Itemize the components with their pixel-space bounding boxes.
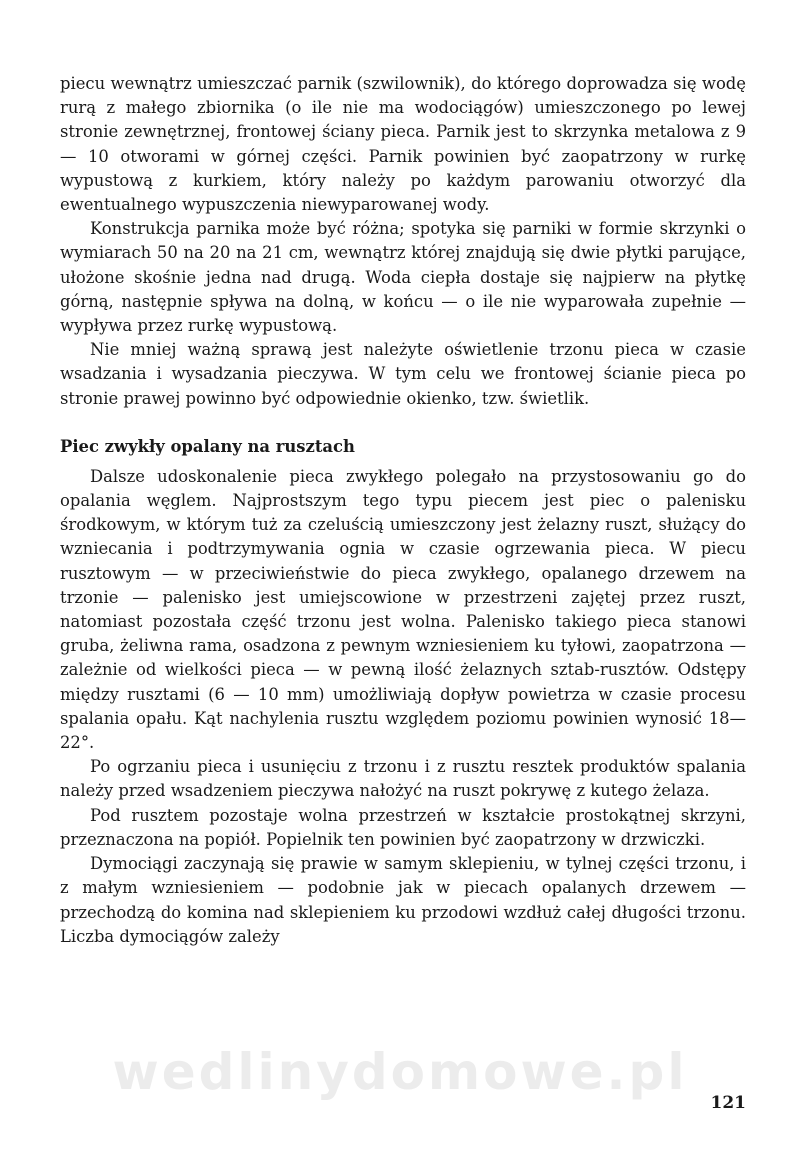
paragraph-lighting: Nie mniej ważną sprawą jest należyte oświetlenie trzonu pieca w czasie wsadzania i wysadzania pieczywa. W tym celu we frontowej ścianie pieca po stronie prawej powinno być odpowiednie okienko, tzw. świetlik.	[60, 340, 746, 408]
watermark-text: wedlinydomowe.pl	[112, 1043, 688, 1101]
paragraph-ash-pit: Pod rusztem pozostaje wolna przestrzeń w kształcie prostokątnej skrzyni, przeznaczona na popiół. Popielnik ten powinien być zaopatrzony w drzwiczki.	[60, 805, 746, 849]
paragraph-parnik-intro: piecu wewnątrz umieszczać parnik (szwilownik), do którego doprowadza się wodę rurą z małego zbiornika (o ile nie ma wodociągów) umieszczonego po lewej stronie zewnętrznej, frontowej ściany pieca. Parnik jest to skrzynka metalowa z 9 — 10 otworami w górnej części. Parnik powinien być zaopatrzony w rurkę wypustową z kurkiem, który należy po każdym parowaniu otworzyć dla ewentualnego wypuszczenia niewyparowanej wody.	[60, 74, 746, 215]
paragraph-heating-cleanup: Po ogrzaniu pieca i usunięciu z trzonu i z rusztu resztek produktów spalania należy przed wsadzeniem pieczywa nałożyć na ruszt pokrywę z kutego żelaza.	[60, 757, 746, 801]
paragraph-grate-oven: Dalsze udoskonalenie pieca zwykłego polegało na przystosowaniu go do opalania węglem. Najprostszym tego typu piecem jest piec o palenisku środkowym, w którym tuż za czeluścią umieszczony jest żelazny ruszt, służący do wzniecania i podtrzymywania ognia w czasie ogrzewania pieca. W piecu rusztowym — w przeciwieństwie do pieca zwykłego, opalanego drzewem na trzonie — palenisko jest umiejscowione w przestrzeni zajętej przez ruszt, natomiast pozostała część trzonu jest wolna. Palenisko takiego pieca stanowi gruba, żeliwna rama, osadzona z pewnym wzniesieniem ku tyłowi, zaopatrzona — zależnie od wielkości pieca — w pewną ilość żelaznych sztab-rusztów. Odstępy między rusztami (6 — 10 mm) umożliwiają dopływ powietrza w czasie procesu spalania opału. Kąt nachylenia rusztu względem poziomu powinien wynosić 18—22°.	[60, 466, 746, 753]
section-heading: Piec zwykły opalany na rusztach	[60, 436, 355, 456]
page-number: 121	[710, 1093, 746, 1113]
paragraph-parnik-construction: Konstrukcja parnika może być różna; spotyka się parniki w formie skrzynki o wymiarach 50 na 20 na 21 cm, wewnątrz której znajdują się dwie płytki parujące, ułożone skośnie jedna nad drugą. Woda ciepła dostaje się najpierw na płytkę górną, następnie spływa na dolną, w końcu — o ile nie wyparowała zupełnie — wypływa przez rurkę wypustową.	[60, 219, 746, 336]
page-body	[60, 72, 746, 949]
paragraph-flues: Dymociągi zaczynają się prawie w samym sklepieniu, w tylnej części trzonu, i z małym wzniesieniem — podobnie jak w piecach opalanych drzewem — przechodzą do komina nad sklepieniem ku przodowi wzdłuż całej długości trzonu. Liczba dymociągów zależy	[60, 854, 746, 946]
